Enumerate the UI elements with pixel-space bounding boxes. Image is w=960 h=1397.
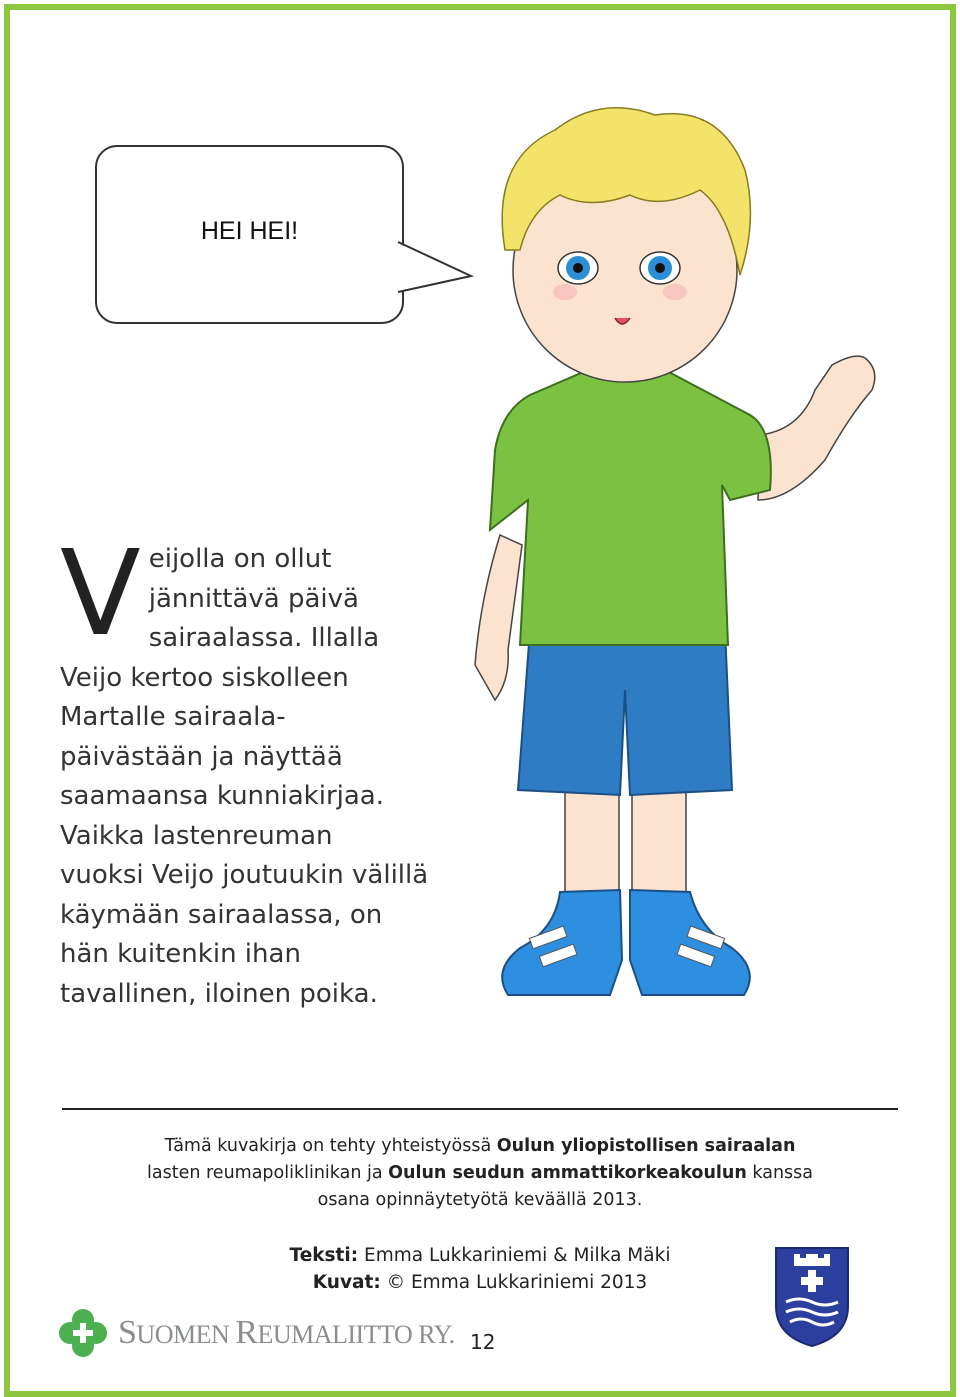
drop-cap: V [60,524,141,662]
clover-cross-icon [58,1308,108,1358]
logo-wordmark: SUOMEN REUMALIITTO RY. [118,1314,455,1351]
credits-line: lasten reumapoliklinikan ja Oulun seudun ammattikorkeakoulun kanssa [147,1163,813,1183]
story-line: Martalle sairaala- [60,702,286,732]
authors-block [270,1242,690,1296]
divider-line [62,1108,898,1110]
author-text-line: Teksti: Emma Lukkariniemi & Milka Mäki [289,1245,671,1266]
story-line: käymään sairaalassa, on [60,899,383,930]
story-text [60,524,480,1014]
speech-bubble-text: HEI HEI! [200,217,299,245]
story-line: jännittävä päivä [148,583,359,614]
page-number: 12 [470,1330,496,1354]
boy-shoes [502,890,750,995]
boy-shirt [490,370,771,645]
story-line: sairaalassa. Illalla [148,623,380,653]
story-line: päivästään ja näyttää [60,741,343,772]
boy-shorts [518,630,732,795]
credits-line: osana opinnäytetyötä keväällä 2013. [317,1190,643,1210]
author-images-line: Kuvat: © Emma Lukkariniemi 2013 [312,1272,648,1293]
suomen-reumaliitto-logo [58,1308,455,1358]
boy-cheek [553,284,577,300]
credits-line: Tämä kuvakirja on tehty yhteistyössä Oulun yliopistollisen sairaalan [164,1136,796,1156]
credits-text [0,1133,960,1214]
speech-bubble [95,145,404,324]
story-line: vuoksi Veijo joutuukin välillä [60,860,429,890]
boy-cheek [663,284,687,300]
story-line: Vaikka lastenreuman [60,820,333,851]
story-line: tavallinen, iloinen poika. [60,978,378,1009]
story-line: saamaansa kunniakirjaa. [60,781,384,811]
story-line: eijolla on ollut [148,544,332,574]
story-line: Veijo kertoo siskolleen [60,662,349,693]
boy-illustration [460,90,900,1010]
city-shield-icon [772,1246,852,1348]
story-line: hän kuitenkin ihan [60,939,301,969]
